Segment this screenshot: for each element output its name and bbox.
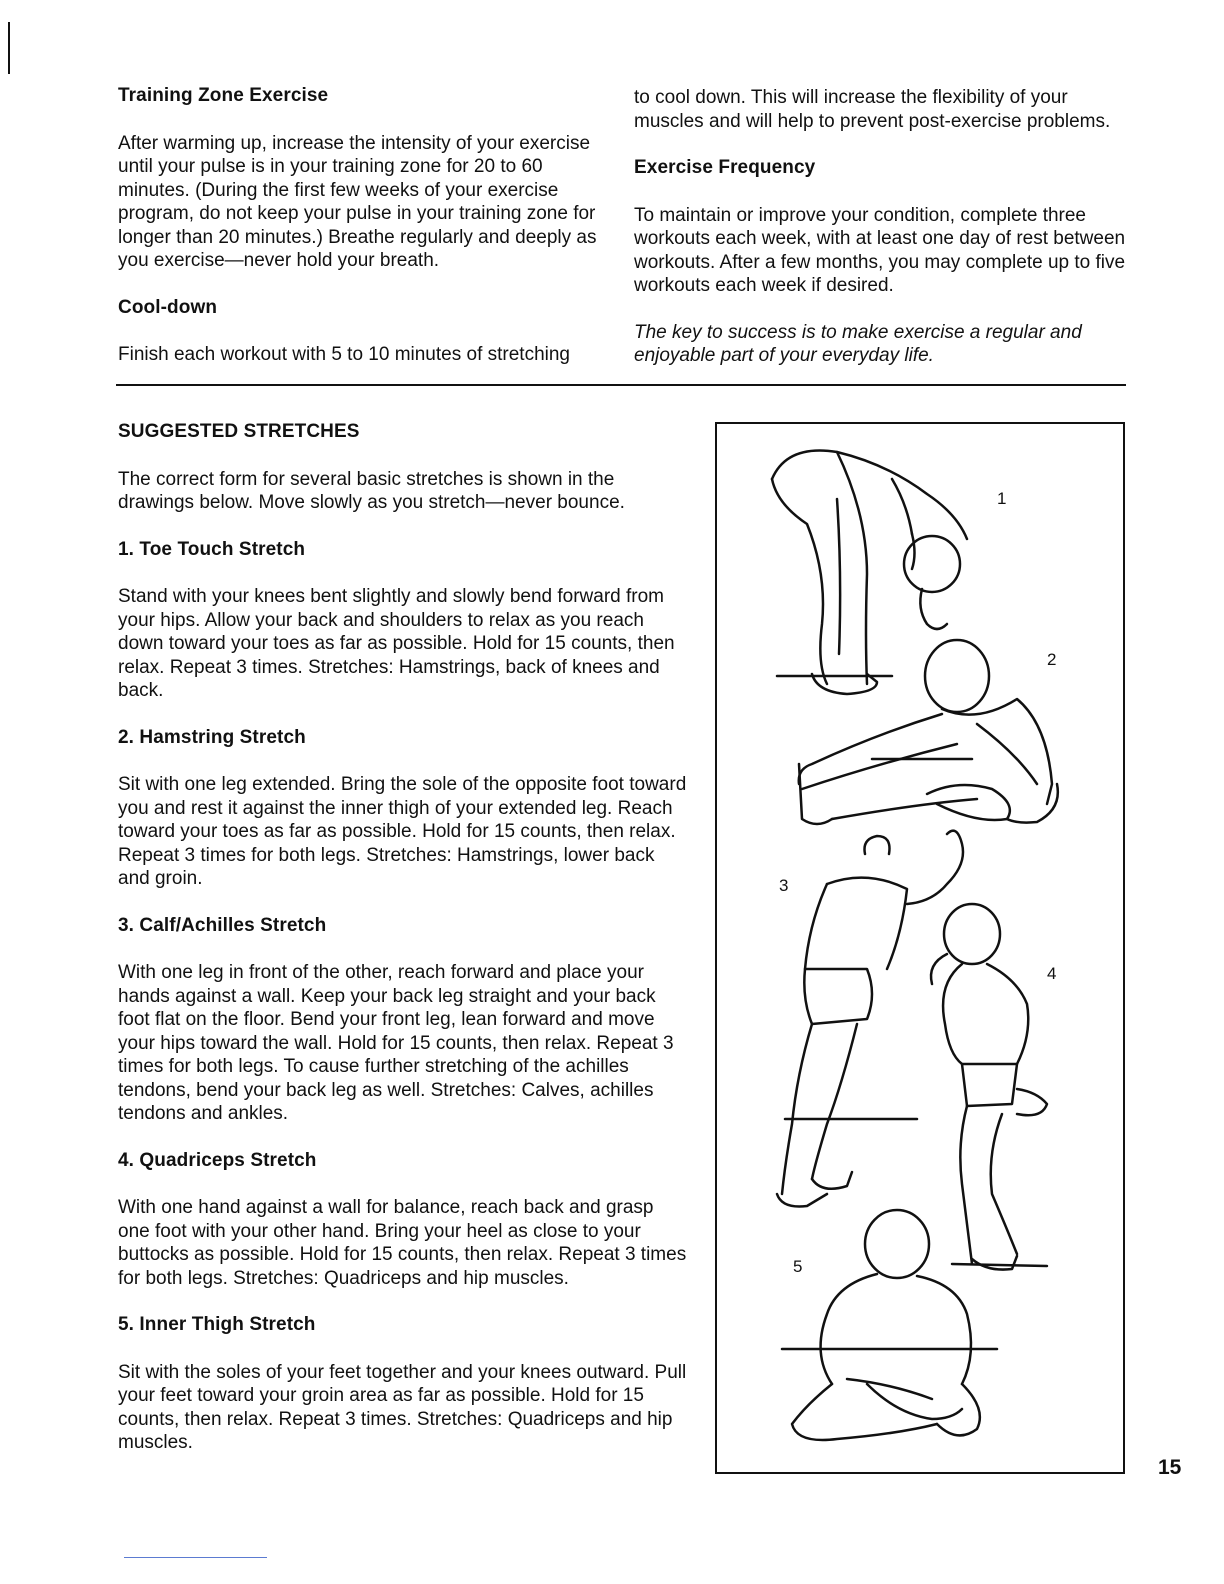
figure-label-1: 1 xyxy=(997,489,1007,508)
stretch-3-title: 3. Calf/Achilles Stretch xyxy=(118,914,327,936)
training-zone-body: After warming up, increase the intensity of your exercise until your pulse is in your training zone for 20 to 60 minutes. (During the first few weeks of your exercise program, do not keep your pulse in your training zone for longer than 20 minutes.) Breathe regularly and deeply as you exercise—never hold your breath. xyxy=(118,132,597,271)
section-divider xyxy=(116,384,1126,386)
suggested-stretches-heading: SUGGESTED STRETCHES xyxy=(118,421,360,442)
suggested-stretches-section xyxy=(118,420,688,1455)
stretch-figures-drawing xyxy=(717,424,1123,1472)
top-right-column xyxy=(634,86,1126,368)
stretch-1-body: Stand with your knees bent slightly and slowly bend forward from your hips. Allow your back and shoulders to relax as you reach down toward your toes as far as possible. Hold for 15 counts, then relax. Repeat 3 times. Stretches: Hamstrings, back of knees and back. xyxy=(118,586,675,701)
stretch-3-body: With one leg in front of the other, reach forward and place your hands against a wall. Keep your back leg straight and your back foot flat on the floor. Bend your front leg, lean forward and move your hips toward the wall. Hold for 15 counts, then relax. Repeat 3 times for both legs. To cause further stretching of the achilles tendons, bend your back leg as well. Stretches: Calves, achilles tendons and ankles. xyxy=(118,962,674,1124)
figure-label-2: 2 xyxy=(1047,650,1057,669)
training-zone-heading: Training Zone Exercise xyxy=(118,85,329,106)
figure-label-4: 4 xyxy=(1047,964,1057,983)
cool-down-body-start: Finish each workout with 5 to 10 minutes of stretching xyxy=(118,344,571,365)
stretch-5-body: Sit with the soles of your feet together and your knees outward. Pull your feet toward your groin area as far as possible. Hold for 15 counts, then relax. Repeat 3 times. Stretches: Quadriceps and hip muscles. xyxy=(118,1361,687,1453)
stretch-5-title: 5. Inner Thigh Stretch xyxy=(118,1314,316,1335)
stretch-2-body: Sit with one leg extended. Bring the sole of the opposite foot toward you and rest it against the inner thigh of your extended leg. Reach toward your toes as far as possible. Hold for 15 counts, then relax. Repeat 3 times for both legs. Stretches: Hamstrings, lower back and groin. xyxy=(118,774,687,889)
cool-down-body-end: to cool down. This will increase the flexibility of your muscles and will help to prevent post-exercise problems. xyxy=(634,87,1111,132)
exercise-frequency-heading: Exercise Frequency xyxy=(634,157,816,178)
key-to-success-note: The key to success is to make exercise a regular and enjoyable part of your everyday life. xyxy=(634,321,1082,366)
figure-inner-thigh-illustration xyxy=(782,1210,997,1440)
exercise-frequency-body: To maintain or improve your condition, complete three workouts each week, with at least one day of rest between workouts. After a few months, you may complete up to five workouts each week if desired. xyxy=(634,204,1126,296)
stretch-2-title: 2. Hamstring Stretch xyxy=(118,726,306,748)
figure-calf-achilles-illustration xyxy=(777,831,963,1207)
page-number: 15 xyxy=(1158,1456,1182,1479)
figure-label-3: 3 xyxy=(779,876,789,895)
footer-underline xyxy=(124,1557,267,1558)
stretch-1-title: 1. Toe Touch Stretch xyxy=(118,538,306,560)
stretch-illustrations xyxy=(715,422,1125,1474)
scan-edge-mark xyxy=(8,22,10,74)
figure-toe-touch-illustration xyxy=(772,451,967,694)
top-left-column xyxy=(118,84,608,367)
stretch-4-title: 4. Quadriceps Stretch xyxy=(118,1149,317,1171)
figure-quadriceps-illustration xyxy=(931,904,1047,1270)
cool-down-heading: Cool-down xyxy=(118,296,218,318)
stretches-intro: The correct form for several basic stretches is shown in the drawings below. Move slowly as you stretch—never bounce. xyxy=(118,468,625,513)
figure-hamstring-illustration xyxy=(799,640,1058,824)
figure-label-5: 5 xyxy=(793,1257,803,1276)
stretch-4-body: With one hand against a wall for balance, reach back and grasp one foot with your other hand. Bring your heel as close to your buttocks as possible. Hold for 15 counts, then relax. Repeat 3 times for both legs. Stretches: Quadriceps and hip muscles. xyxy=(118,1197,687,1289)
